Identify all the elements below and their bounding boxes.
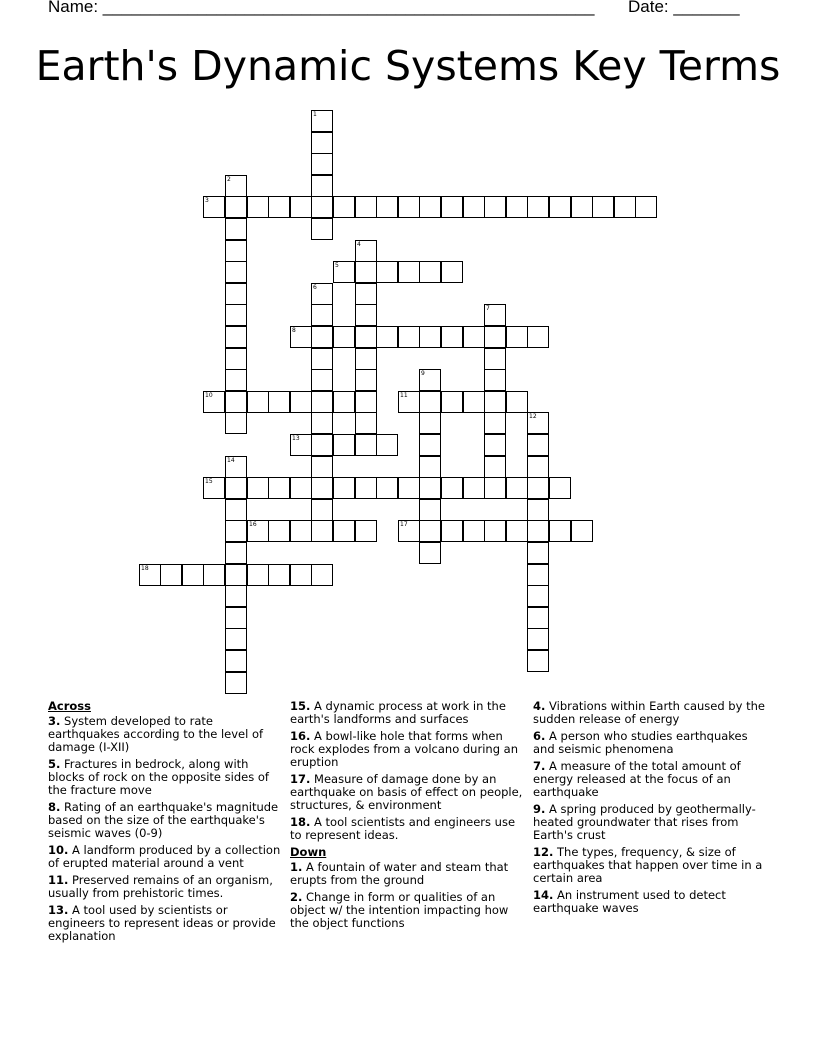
crossword-cell[interactable]: [355, 477, 377, 499]
clue-item-number: 9.: [533, 802, 546, 816]
crossword-cell[interactable]: [376, 477, 398, 499]
clues-column-3: [533, 700, 769, 919]
crossword-cell[interactable]: [376, 326, 398, 348]
clue-number: 10: [205, 392, 213, 399]
clue-item-text: A dynamic process at work in the earth's landforms and surfaces: [290, 699, 506, 726]
clue-item-text: A fountain of water and steam that erupts from the ground: [290, 860, 509, 887]
clue-item: [48, 874, 284, 900]
crossword-cell[interactable]: [398, 196, 420, 218]
clue-item-text: The types, frequency, & size of earthquakes that happen over time in a certain area: [533, 845, 763, 885]
clue-item-text: Fractures in bedrock, along with blocks of rock on the opposite sides of the fracture move: [48, 757, 269, 797]
crossword-cell[interactable]: [571, 196, 593, 218]
crossword-cell[interactable]: [484, 369, 506, 391]
clue-number: 13: [292, 435, 300, 442]
crossword-cell[interactable]: [203, 477, 225, 499]
clue-item-number: 17.: [290, 772, 311, 786]
clue-item: [48, 801, 284, 840]
crossword-cell[interactable]: [355, 434, 377, 456]
crossword-cell[interactable]: [311, 499, 333, 521]
crossword-cell[interactable]: [355, 520, 377, 542]
clue-item-text: A spring produced by geothermally-heated groundwater that rises from Earth's crust: [533, 802, 756, 842]
crossword-cell[interactable]: [333, 520, 355, 542]
crossword-cell[interactable]: [527, 412, 549, 434]
crossword-cell[interactable]: [506, 326, 528, 348]
clues-column-2: [290, 700, 526, 934]
crossword-cell[interactable]: [247, 196, 269, 218]
crossword-cell[interactable]: [484, 412, 506, 434]
crossword-cell[interactable]: [225, 240, 247, 262]
crossword-cell[interactable]: [247, 520, 269, 542]
crossword-cell[interactable]: [463, 520, 485, 542]
crossword-cell[interactable]: [527, 477, 549, 499]
crossword-cell[interactable]: [441, 477, 463, 499]
crossword-cell[interactable]: [225, 326, 247, 348]
clue-item-text: An instrument used to detect earthquake waves: [533, 888, 726, 915]
clue-item-text: A tool used by scientists or engineers to represent ideas or provide explanation: [48, 903, 276, 943]
crossword-cell[interactable]: [419, 261, 441, 283]
crossword-cell[interactable]: [290, 196, 312, 218]
crossword-cell[interactable]: [355, 283, 377, 305]
crossword-cell[interactable]: [225, 283, 247, 305]
clue-number: 7: [486, 305, 490, 312]
clue-item-text: A landform produced by a collection of erupted material around a vent: [48, 843, 281, 870]
clue-item-number: 7.: [533, 759, 546, 773]
clues-column-1: [48, 700, 284, 947]
clue-item-number: 4.: [533, 699, 546, 713]
crossword-cell[interactable]: [290, 477, 312, 499]
crossword-cell[interactable]: [484, 434, 506, 456]
clue-item-text: Measure of damage done by an earthquake on basis of effect on people, structures, & environment: [290, 772, 523, 812]
clue-item-number: 13.: [48, 903, 69, 917]
crossword-cell[interactable]: [203, 564, 225, 586]
clue-item-number: 18.: [290, 815, 311, 829]
crossword-cell[interactable]: [527, 585, 549, 607]
crossword-cell[interactable]: [527, 607, 549, 629]
clue-number: 6: [313, 284, 317, 291]
crossword-cell[interactable]: [203, 391, 225, 413]
crossword-cell[interactable]: [225, 196, 247, 218]
crossword-cell[interactable]: [311, 132, 333, 154]
crossword-cell[interactable]: [247, 564, 269, 586]
date-field[interactable]: Date: _______: [628, 0, 740, 17]
crossword-cell[interactable]: [225, 628, 247, 650]
clue-number: 17: [400, 521, 408, 528]
crossword-cell[interactable]: [419, 499, 441, 521]
crossword-cell[interactable]: [311, 196, 333, 218]
name-field[interactable]: Name: ____________________________________________________: [48, 0, 594, 17]
clue-item-number: 15.: [290, 699, 311, 713]
crossword-cell[interactable]: [333, 326, 355, 348]
clue-number: 12: [529, 413, 537, 420]
crossword-cell[interactable]: [311, 520, 333, 542]
crossword-cell[interactable]: [614, 196, 636, 218]
crossword-cell[interactable]: [419, 391, 441, 413]
crossword-cell[interactable]: [398, 477, 420, 499]
clue-item-text: A person who studies earthquakes and seismic phenomena: [533, 729, 748, 756]
clue-item-number: 8.: [48, 800, 61, 814]
crossword-cell[interactable]: [419, 326, 441, 348]
crossword-cell[interactable]: [484, 456, 506, 478]
crossword-cell[interactable]: [441, 196, 463, 218]
crossword-cell[interactable]: [506, 391, 528, 413]
clue-number: 8: [292, 327, 296, 334]
crossword-cell[interactable]: [225, 218, 247, 240]
crossword-cell[interactable]: [225, 261, 247, 283]
crossword-cell[interactable]: [333, 261, 355, 283]
crossword-cell[interactable]: [225, 477, 247, 499]
clue-item: [533, 803, 769, 842]
clue-number: 14: [227, 457, 235, 464]
clue-item: [533, 889, 769, 915]
crossword-cell[interactable]: [225, 585, 247, 607]
crossword-cell[interactable]: [225, 412, 247, 434]
crossword-cell[interactable]: [506, 196, 528, 218]
crossword-cell[interactable]: [419, 196, 441, 218]
crossword-cell[interactable]: [225, 607, 247, 629]
crossword-cell[interactable]: [355, 348, 377, 370]
crossword-cell[interactable]: [355, 304, 377, 326]
crossword-cell[interactable]: [419, 456, 441, 478]
clue-item: [290, 773, 526, 812]
clue-item-number: 2.: [290, 890, 303, 904]
crossword-cell[interactable]: [311, 153, 333, 175]
clue-item-number: 5.: [48, 757, 61, 771]
clue-item-text: System developed to rate earthquakes according to the level of damage (I-XII): [48, 714, 264, 754]
crossword-cell[interactable]: [376, 434, 398, 456]
clue-item-number: 3.: [48, 714, 61, 728]
crossword-cell[interactable]: [398, 326, 420, 348]
clue-item: [48, 715, 284, 754]
crossword-cell[interactable]: [484, 304, 506, 326]
crossword-cell[interactable]: [506, 520, 528, 542]
crossword-cell[interactable]: [484, 477, 506, 499]
down-clue-list-continued: [533, 700, 769, 915]
clue-item: [290, 891, 526, 930]
clue-number: 1: [313, 111, 317, 118]
crossword-cell[interactable]: [463, 196, 485, 218]
across-clue-list: [48, 715, 284, 943]
name-label: Name:: [48, 0, 99, 16]
crossword-cell[interactable]: [225, 542, 247, 564]
crossword-cell[interactable]: [635, 196, 657, 218]
crossword-cell[interactable]: [311, 175, 333, 197]
crossword-cell[interactable]: [311, 456, 333, 478]
clue-number: 18: [141, 565, 149, 572]
crossword-cell[interactable]: [592, 196, 614, 218]
clue-number: 16: [249, 521, 257, 528]
crossword-cell[interactable]: [311, 391, 333, 413]
clue-number: 2: [227, 176, 231, 183]
crossword-cell[interactable]: [527, 196, 549, 218]
crossword-cell[interactable]: [527, 650, 549, 672]
clue-item-text: Preserved remains of an organism, usually from prehistoric times.: [48, 873, 273, 900]
clue-number: 4: [357, 241, 361, 248]
crossword-cell[interactable]: [549, 520, 571, 542]
crossword-cell[interactable]: [311, 434, 333, 456]
clue-item-number: 10.: [48, 843, 69, 857]
crossword-cell[interactable]: [247, 477, 269, 499]
crossword-cell[interactable]: [333, 391, 355, 413]
crossword-cell[interactable]: [355, 196, 377, 218]
crossword-cell[interactable]: [419, 434, 441, 456]
clue-item-text: A measure of the total amount of energy released at the focus of an earthquake: [533, 759, 741, 799]
clue-item-text: Rating of an earthquake's magnitude based on the size of the earthquake's seismic waves (0-9): [48, 800, 279, 840]
clue-item: [533, 760, 769, 799]
crossword-cell[interactable]: [225, 520, 247, 542]
crossword-cell[interactable]: [225, 456, 247, 478]
crossword-cell[interactable]: [268, 391, 290, 413]
crossword-cell[interactable]: [419, 520, 441, 542]
crossword-cell[interactable]: [311, 283, 333, 305]
crossword-cell[interactable]: [268, 564, 290, 586]
crossword-cell[interactable]: [441, 520, 463, 542]
clue-item-text: Change in form or qualities of an object w/ the intention impacting how the object functions: [290, 890, 509, 930]
crossword-cell[interactable]: [527, 542, 549, 564]
date-label: Date:: [628, 0, 669, 16]
clue-item: [533, 846, 769, 885]
crossword-cell[interactable]: [355, 369, 377, 391]
crossword-cell[interactable]: [311, 477, 333, 499]
crossword-cell[interactable]: [311, 369, 333, 391]
crossword-cell[interactable]: [484, 520, 506, 542]
crossword-cell[interactable]: [225, 348, 247, 370]
crossword-cell[interactable]: [398, 520, 420, 542]
crossword-cell[interactable]: [484, 326, 506, 348]
clue-number: 15: [205, 478, 213, 485]
crossword-cell[interactable]: [268, 477, 290, 499]
clue-item: [533, 700, 769, 726]
crossword-cell[interactable]: [441, 391, 463, 413]
crossword-cell[interactable]: [225, 304, 247, 326]
clue-item: [290, 861, 526, 887]
crossword-cell[interactable]: [333, 434, 355, 456]
clue-item: [48, 844, 284, 870]
crossword-cell[interactable]: [527, 628, 549, 650]
crossword-cell[interactable]: [463, 391, 485, 413]
clue-item-number: 1.: [290, 860, 303, 874]
crossword-cell[interactable]: [311, 218, 333, 240]
crossword-cell[interactable]: [333, 477, 355, 499]
crossword-cell[interactable]: [225, 175, 247, 197]
crossword-cell[interactable]: [311, 412, 333, 434]
clue-item-text: A tool scientists and engineers use to represent ideas.: [290, 815, 516, 842]
clue-item-number: 6.: [533, 729, 546, 743]
down-clue-list: [290, 861, 526, 930]
crossword-cell[interactable]: [290, 434, 312, 456]
crossword-cell[interactable]: [268, 196, 290, 218]
crossword-cell[interactable]: [225, 499, 247, 521]
crossword-cell[interactable]: [311, 304, 333, 326]
crossword-cell[interactable]: [419, 369, 441, 391]
clue-item: [290, 700, 526, 726]
clue-number: 3: [205, 197, 209, 204]
crossword-cell[interactable]: [355, 326, 377, 348]
crossword-cell[interactable]: [182, 564, 204, 586]
crossword-cell[interactable]: [225, 650, 247, 672]
crossword-cell[interactable]: [290, 520, 312, 542]
crossword-cell[interactable]: [203, 196, 225, 218]
page-title: Earth's Dynamic Systems Key Terms: [35, 42, 781, 90]
clue-item: [533, 730, 769, 756]
crossword-cell[interactable]: [355, 391, 377, 413]
clue-item-number: 11.: [48, 873, 69, 887]
crossword-cell[interactable]: [290, 326, 312, 348]
crossword-cell[interactable]: [441, 326, 463, 348]
crossword-cell[interactable]: [355, 261, 377, 283]
crossword-cell[interactable]: [333, 196, 355, 218]
across-clue-list-continued: [290, 700, 526, 842]
crossword-cell[interactable]: [290, 391, 312, 413]
crossword-cell[interactable]: [463, 477, 485, 499]
clue-item-number: 12.: [533, 845, 554, 859]
crossword-cell[interactable]: [311, 348, 333, 370]
crossword-cell[interactable]: [398, 261, 420, 283]
crossword-cell[interactable]: [160, 564, 182, 586]
crossword-cell[interactable]: [527, 499, 549, 521]
clue-item: [48, 758, 284, 797]
crossword-cell[interactable]: [441, 261, 463, 283]
clue-item: [48, 904, 284, 943]
crossword-cell[interactable]: [484, 196, 506, 218]
crossword-cell[interactable]: [398, 391, 420, 413]
crossword-cell[interactable]: [376, 261, 398, 283]
crossword-cell[interactable]: [311, 326, 333, 348]
crossword-cell[interactable]: [527, 326, 549, 348]
crossword-cell[interactable]: [527, 456, 549, 478]
clue-item-number: 16.: [290, 729, 311, 743]
crossword-cell[interactable]: [355, 240, 377, 262]
crossword-cell[interactable]: [506, 477, 528, 499]
crossword-cell[interactable]: [484, 348, 506, 370]
crossword-cell[interactable]: [419, 542, 441, 564]
crossword-cell[interactable]: [225, 564, 247, 586]
clue-item-number: 14.: [533, 888, 554, 902]
crossword-cell[interactable]: [376, 196, 398, 218]
crossword-cell[interactable]: [484, 391, 506, 413]
crossword-cell[interactable]: [355, 412, 377, 434]
clue-number: 9: [421, 370, 425, 377]
clue-number: 5: [335, 262, 339, 269]
crossword-cell[interactable]: [527, 520, 549, 542]
crossword-cell[interactable]: [311, 110, 333, 132]
crossword-cell[interactable]: [225, 391, 247, 413]
crossword-cell[interactable]: [311, 564, 333, 586]
crossword-cell[interactable]: [419, 477, 441, 499]
crossword-cell[interactable]: [290, 564, 312, 586]
crossword-cell[interactable]: [247, 391, 269, 413]
crossword-cell[interactable]: [225, 672, 247, 694]
crossword-cell[interactable]: [549, 477, 571, 499]
crossword-cell[interactable]: [571, 520, 593, 542]
clue-number: 11: [400, 392, 408, 399]
crossword-cell[interactable]: [268, 520, 290, 542]
across-heading: Across: [48, 699, 91, 713]
crossword-cell[interactable]: [225, 369, 247, 391]
clue-item-text: Vibrations within Earth caused by the sudden release of energy: [533, 699, 765, 726]
crossword-cell[interactable]: [419, 412, 441, 434]
clue-item: [290, 816, 526, 842]
crossword-cell[interactable]: [527, 434, 549, 456]
down-heading: Down: [290, 845, 327, 859]
crossword-cell[interactable]: [463, 326, 485, 348]
crossword-cell[interactable]: [527, 564, 549, 586]
crossword-cell[interactable]: [549, 196, 571, 218]
clue-item-text: A bowl-like hole that forms when rock explodes from a volcano during an eruption: [290, 729, 518, 769]
clue-item: [290, 730, 526, 769]
crossword-cell[interactable]: [139, 564, 161, 586]
